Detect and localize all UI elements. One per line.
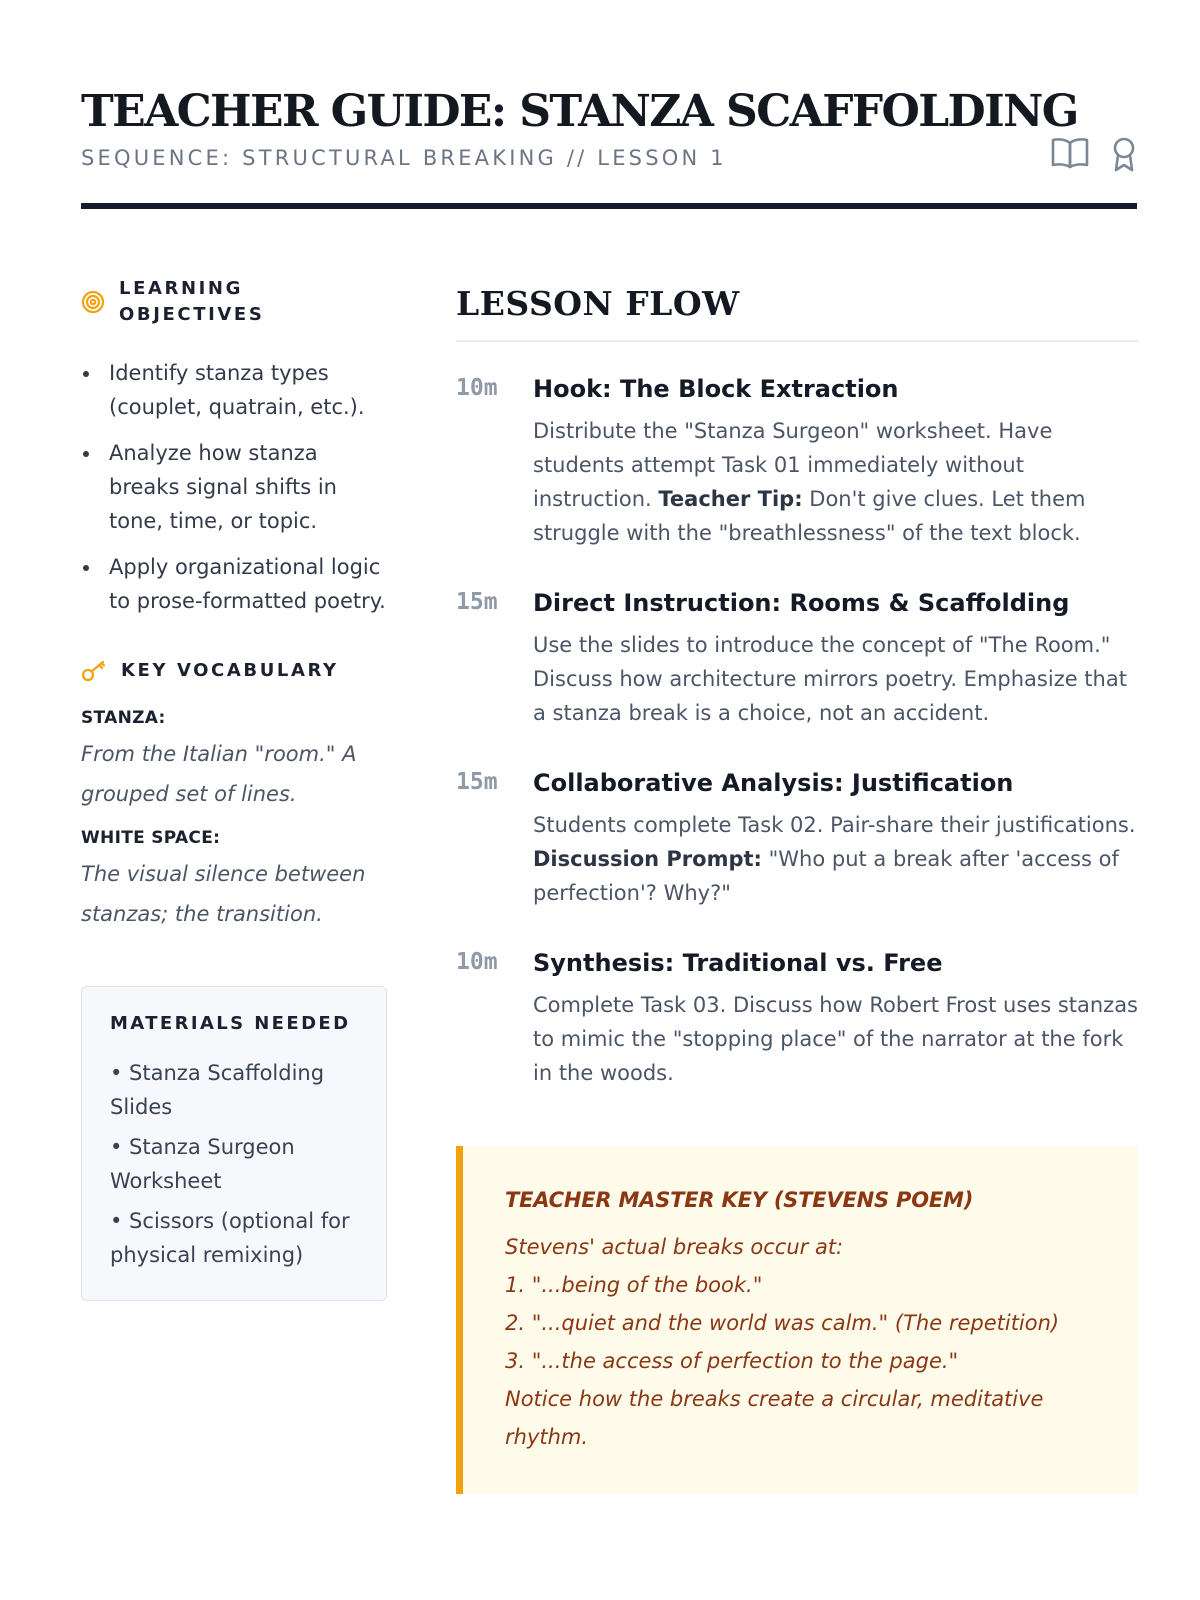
vocab-term: WHITE SPACE: [81, 828, 221, 848]
sidebar [81, 276, 391, 1301]
lesson-flow [456, 276, 1138, 1494]
vocab-definition: The visual silence between stanzas; the transition. [81, 862, 366, 926]
master-key-line: 3. "...the access of perfection to the page." [505, 1349, 959, 1373]
master-key-line: 1. "...being of the book." [505, 1273, 763, 1297]
master-key-line: Notice how the breaks create a circular, meditative rhythm. [505, 1387, 1044, 1449]
vocab-term: STANZA: [81, 708, 166, 728]
lesson-step [456, 946, 1138, 1090]
key-icon [81, 659, 107, 683]
list-item: Analyze how stanza breaks signal shifts in tone, time, or topic. [81, 436, 391, 538]
list-item: Apply organizational logic to prose-formatted poetry. [81, 550, 391, 618]
step-duration: 15m [456, 769, 498, 795]
list-item: • Stanza Surgeon Worksheet [110, 1135, 295, 1193]
objectives-list [81, 356, 391, 618]
lesson-step [456, 586, 1138, 730]
step-title: Direct Instruction: Rooms & Scaffolding [533, 589, 1070, 617]
list-item: Identify stanza types (couplet, quatrain, etc.). [81, 356, 391, 424]
teacher-master-key [456, 1146, 1138, 1494]
step-duration: 10m [456, 949, 498, 975]
objectives-heading [81, 276, 391, 328]
award-icon [1111, 136, 1137, 172]
step-description: Distribute the "Stanza Surgeon" worksheet. Have students attempt Task 01 immediately without instruction. Teacher Tip: Don't give clues. Let them struggle with the "breathlessness" of the text block. [533, 419, 1086, 545]
page-header [81, 80, 1137, 170]
list-item: • Scissors (optional for physical remixing) [110, 1209, 350, 1267]
vocab-definition: From the Italian "room." A grouped set of lines. [81, 742, 357, 806]
step-title: Collaborative Analysis: Justification [533, 769, 1014, 797]
header-icons [1051, 136, 1137, 172]
step-duration: 15m [456, 589, 498, 615]
lesson-step [456, 372, 1138, 550]
lesson-flow-heading: LESSON FLOW [456, 276, 1138, 342]
step-title: Synthesis: Traditional vs. Free [533, 949, 943, 977]
step-description: Use the slides to introduce the concept of "The Room." Discuss how architecture mirrors poetry. Emphasize that a stanza break is a choice, not an accident. [533, 633, 1127, 725]
target-icon [81, 290, 105, 314]
vocabulary-heading-text: KEY VOCABULARY [121, 660, 339, 681]
step-description: Students complete Task 02. Pair-share their justifications. Discussion Prompt: "Who put a break after 'access of perfection'? Why?" [533, 813, 1136, 905]
objectives-heading-text: LEARNING OBJECTIVES [119, 278, 265, 325]
master-key-line: 2. "...quiet and the world was calm." (The repetition) [505, 1311, 1060, 1335]
page-subtitle: SEQUENCE: STRUCTURAL BREAKING // LESSON 1 [81, 146, 727, 170]
vocabulary-heading [81, 658, 391, 684]
master-key-line: Stevens' actual breaks occur at: [505, 1235, 844, 1259]
step-duration: 10m [456, 375, 498, 401]
master-key-heading: TEACHER MASTER KEY (STEVENS POEM) [505, 1188, 974, 1212]
step-description: Complete Task 03. Discuss how Robert Frost uses stanzas to mimic the "stopping place" of the narrator at the fork in the woods. [533, 993, 1139, 1085]
header-divider [81, 203, 1137, 209]
materials-box [81, 986, 387, 1301]
lesson-step [456, 766, 1138, 910]
materials-heading: MATERIALS NEEDED [110, 1013, 351, 1034]
page-title: TEACHER GUIDE: STANZA SCAFFOLDING [81, 86, 1078, 137]
step-title: Hook: The Block Extraction [533, 375, 899, 403]
book-open-icon [1051, 136, 1089, 172]
list-item: • Stanza Scaffolding Slides [110, 1061, 325, 1119]
